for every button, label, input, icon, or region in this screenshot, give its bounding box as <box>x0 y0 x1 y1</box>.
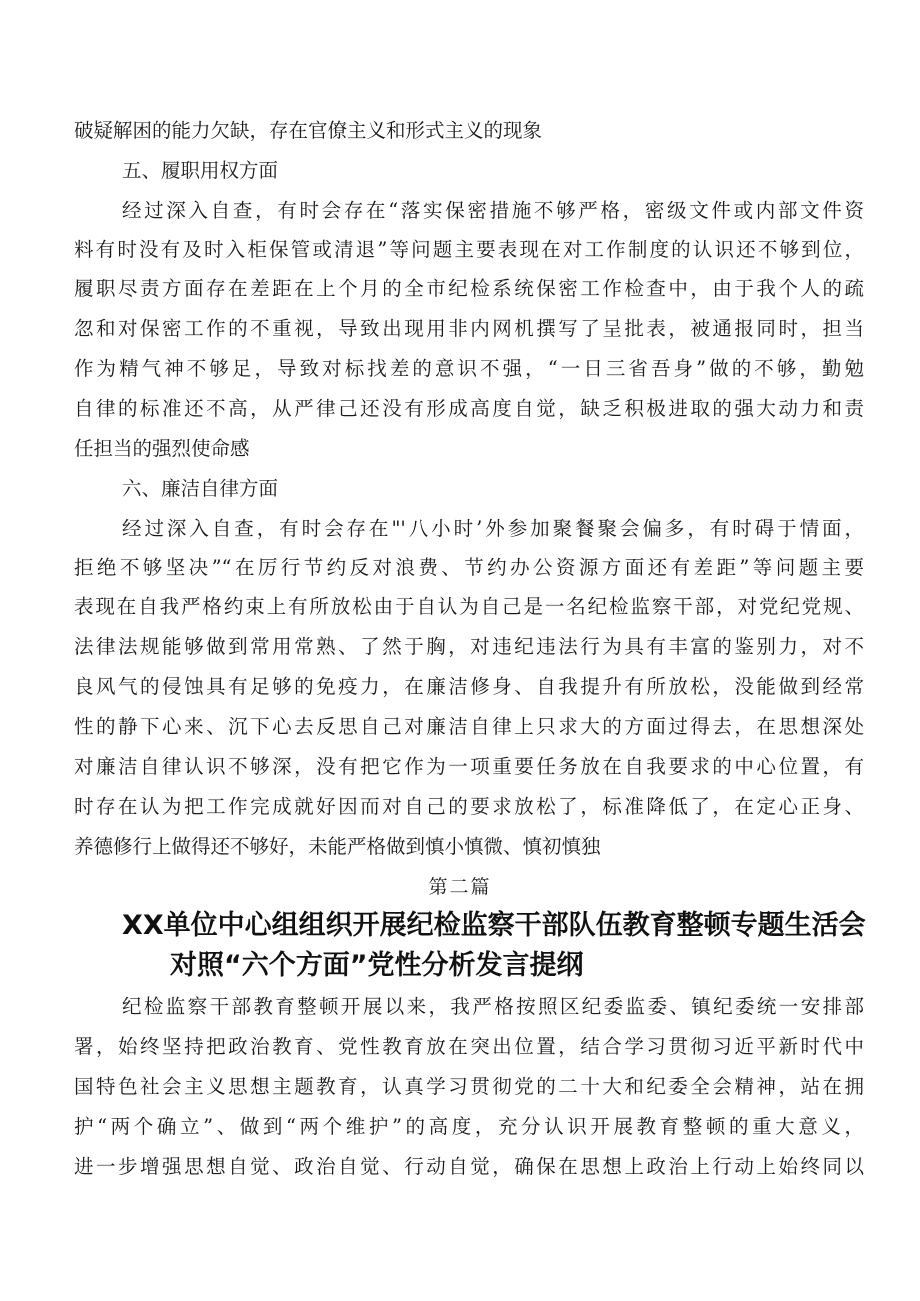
section-5-line: 料有时没有及时入柜保管或清退”等问题主要表现在对工作制度的认识还不够到位， <box>74 238 864 261</box>
intro-line: 破疑解困的能力欠缺，存在官僚主义和形式主义的现象 <box>74 119 543 142</box>
part-2-line: 护“两个确立”、做到“两个维护”的高度，充分认识开展教育整顿的重大意义， <box>74 1115 864 1138</box>
part-2-line: 进一步增强思想自觉、政治自觉、行动自觉，确保在思想上政治上行动上始终同以 <box>74 1155 864 1178</box>
section-6-line: 良风气的侵蚀具有足够的免疫力，在廉洁修身、自我提升有所放松，没能做到经常 <box>74 675 864 698</box>
part-2-line: 纪检监察干部教育整顿开展以来，我严格按照区纪委监委、镇纪委统一安排部 <box>122 995 864 1018</box>
section-6-line: 对廉洁自律认识不够深，没有把它作为一项重要任务放在自我要求的中心位置，有 <box>74 755 864 778</box>
section-6-line: 性的静下心来、沉下心去反思自己对廉洁自律上只求大的方面过得去，在思想深处 <box>74 715 864 738</box>
section-6-line: 养德修行上做得还不够好，未能严格做到慎小慎微、慎初慎独 <box>74 835 601 858</box>
part-2-line: 国特色社会主义思想主题教育，认真学习贯彻党的二十大和纪委全会精神，站在拥 <box>74 1075 864 1098</box>
section-6-line: 拒绝不够坚决”“在厉行节约反对浪费、节约办公资源方面还有差距”等问题主要 <box>74 556 864 579</box>
section-6-line: 法律法规能够做到常用常熟、了然于胸，对违纪违法行为具有丰富的鉴别力，对不 <box>74 635 864 658</box>
section-5-heading: 五、履职用权方面 <box>122 159 279 182</box>
section-6-line: 时存在认为把工作完成就好因而对自己的要求放松了，标准降低了，在定心正身、 <box>74 795 864 818</box>
section-5-line: 自律的标准还不高，从严律己还没有形成高度自觉，缺乏积极进取的强大动力和责 <box>74 397 864 420</box>
section-5-line: 任担当的强烈使命感 <box>74 437 250 460</box>
part-label: 第二篇 <box>428 876 492 898</box>
section-5-line: 经过深入自查，有时会存在“落实保密措施不够严格，密级文件或内部文件资 <box>122 199 864 222</box>
section-5-line: 作为精气神不够足，导致对标找差的意识不强，“一日三省吾身”做的不够，勤勉 <box>74 357 864 380</box>
part-2-line: 署，始终坚持把政治教育、党性教育放在突出位置，结合学习贯彻习近平新时代中 <box>74 1035 864 1058</box>
section-6-line: 经过深入自查，有时会存在"'八小时’外参加聚餐聚会偏多，有时碍于情面， <box>122 517 864 540</box>
section-5-line: 忽和对保密工作的不重视，导致出现用非内网机撰写了呈批表，被通报同时，担当 <box>74 317 864 340</box>
section-6-heading: 六、廉洁自律方面 <box>122 477 279 500</box>
document-title-line-1: XX单位中心组组织开展纪检监察干部队伍教育整顿专题生活会 <box>122 910 866 941</box>
document-title-line-2: 对照“六个方面”党性分析发言提纲 <box>170 950 584 981</box>
section-6-line: 表现在自我严格约束上有所放松由于自认为自己是一名纪检监察干部，对党纪党规、 <box>74 595 864 618</box>
section-5-line: 履职尽责方面存在差距在上个月的全市纪检系统保密工作检查中，由于我个人的疏 <box>74 277 864 300</box>
